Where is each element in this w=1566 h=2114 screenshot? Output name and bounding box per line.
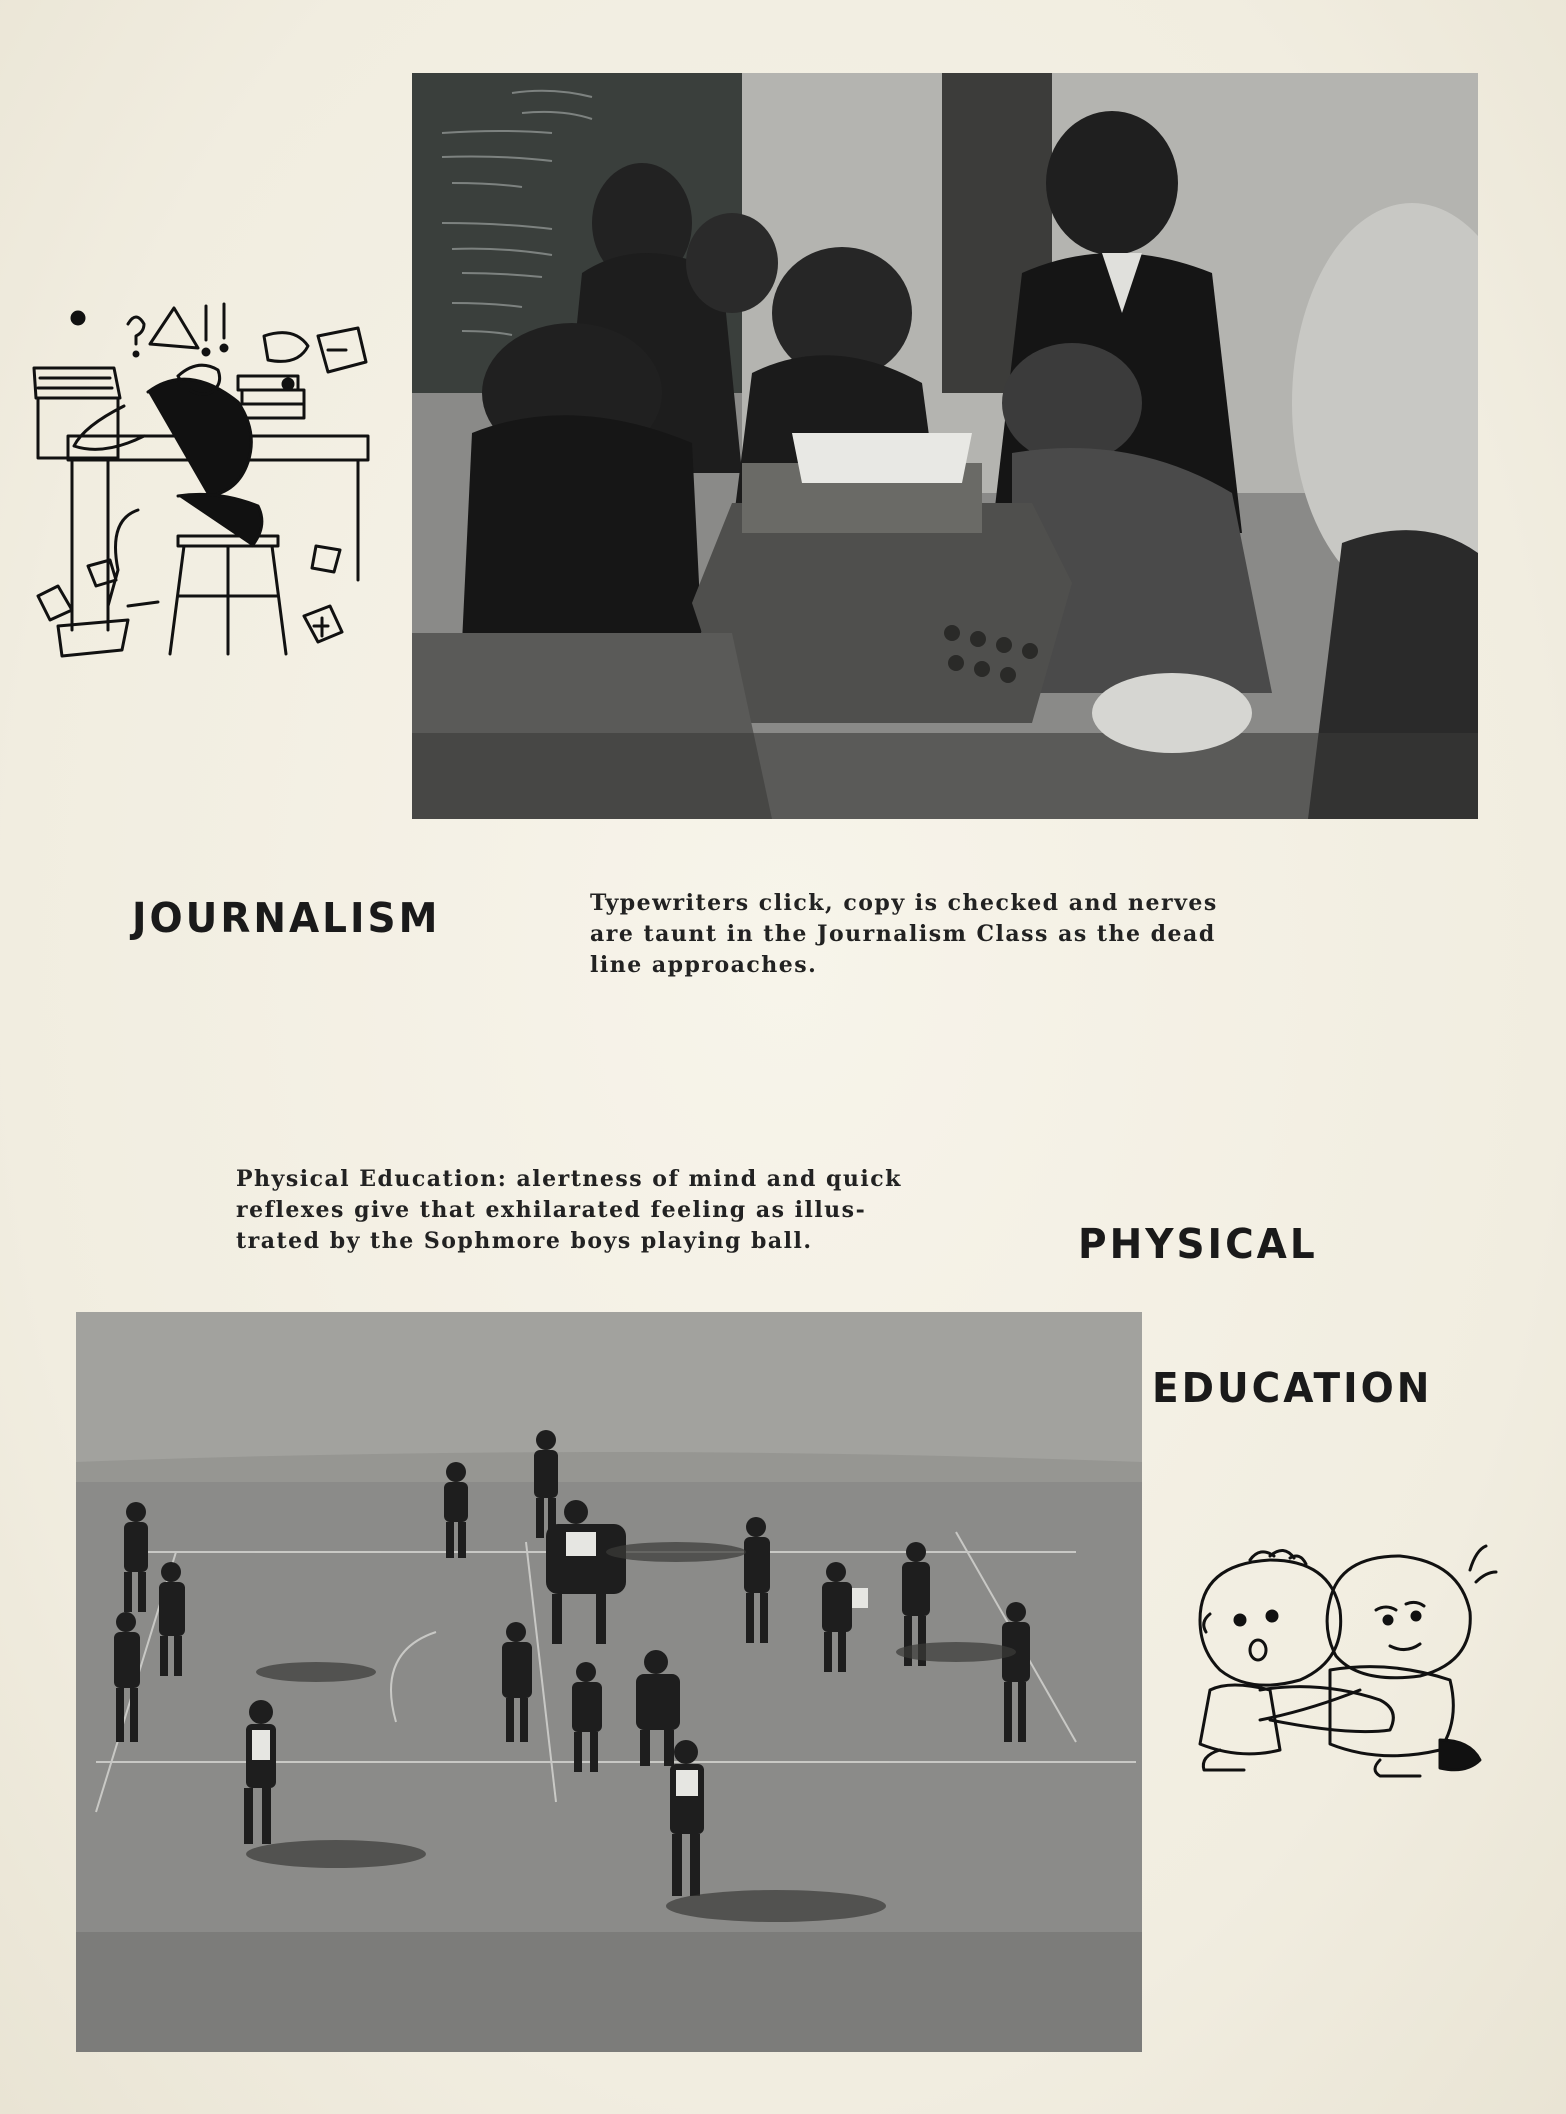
- journalism-class-photo-icon: [412, 73, 1478, 819]
- physical-education-heading-line2: education: [1152, 1348, 1433, 1417]
- physical-education-caption: Physical Education: alertness of mind and quick reflexes give that exhilarated feeling as illus-trated by the Sophmore boys playing ball.: [236, 1166, 902, 1254]
- physical-education-heading-line1: physical: [1078, 1204, 1318, 1273]
- journalism-heading: journalism: [132, 878, 441, 947]
- stressed-writer-cartoon-icon: [28, 296, 384, 658]
- journalism-caption: Typewriters click, copy is checked and nerves are taunt in the Journalism Class as the dead line approaches.: [590, 890, 1218, 978]
- two-kids-hugging-cartoon-icon: [1180, 1540, 1500, 1778]
- boys-playing-ball-photo-icon: [76, 1312, 1142, 2052]
